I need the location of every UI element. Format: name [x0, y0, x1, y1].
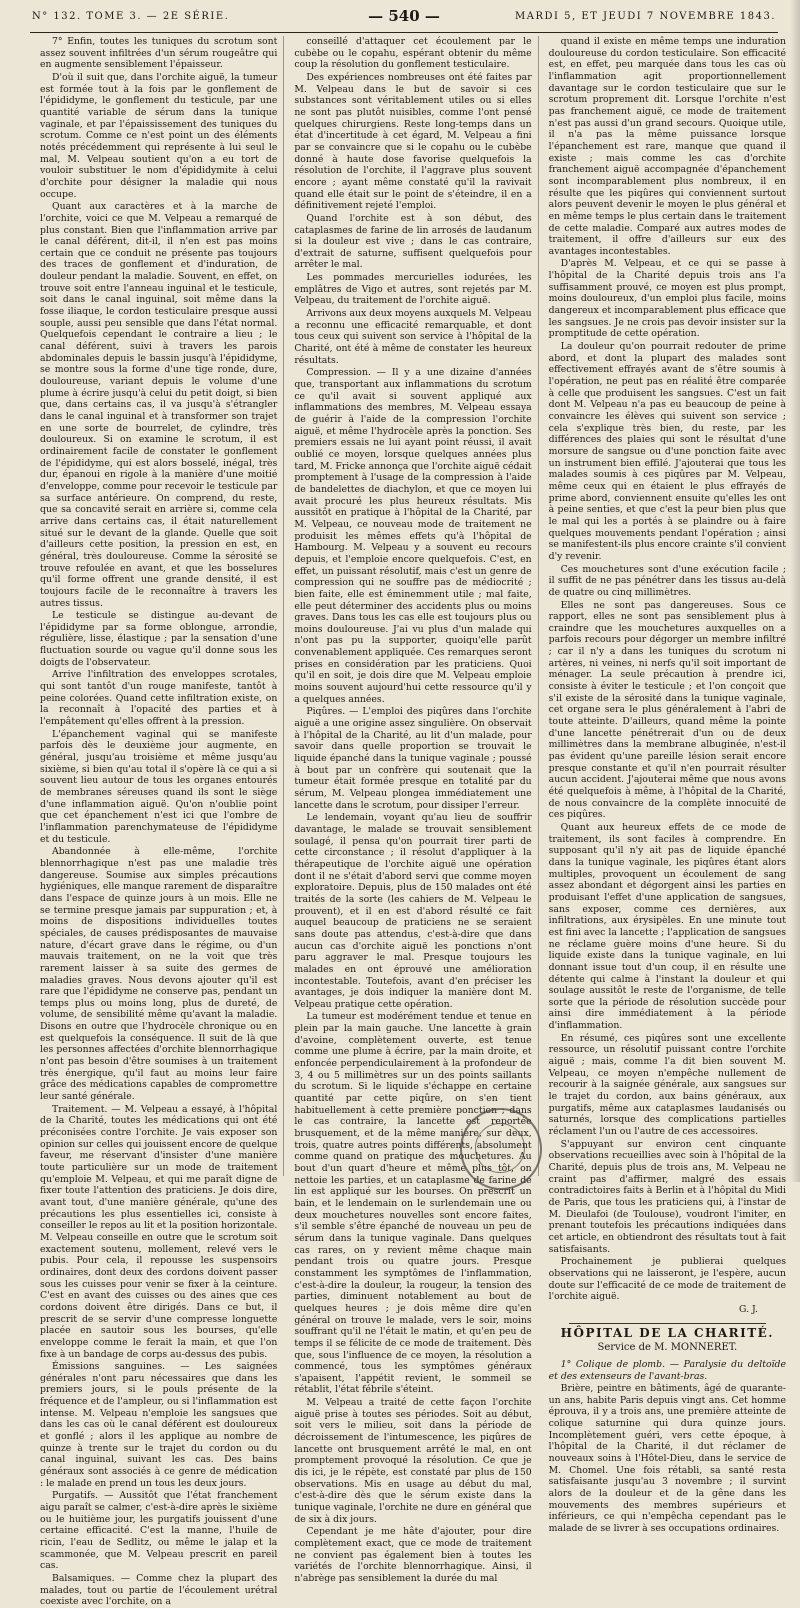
column-left	[40, 36, 284, 1608]
paragraph: Des expériences nombreuses ont été faites par M. Velpeau dans le but de savoir si ces substances sont véritablement utiles ou si elles ne sont pas plutôt nuisibles, comme l'ont pensé quelques chirurgiens. Reste long-temps dans un état d'incertitude à cet égard, M. Velpeau a fini par se convaincre que si le copahu ou le cubèbe donné à haute dose favorise quelquefois la résolution de l'orchite, il l'aggrave plus souvent encore ; ayant même constaté qu'il la ravivait quand elle était sur le point de s'éteindre, il en a définitivement rejeté l'emploi.	[294, 71, 532, 212]
paragraph: La tumeur est modérément tendue et tenue en plein par la main gauche. Une lancette à grain d'avoine, complètement ouverte, est tenue comme une plume à écrire, par la main droite, et enfoncée perpendiculairement à la profondeur de 3, 4 ou 5 millimètres sur un des points saillants du scrotum. Si le liquide s'échappe en certaine quantité par cette piqûre, on s'en tient habituellement à cette première ponction ; dans le cas contraire, la lancette est reportée brusquement, et de la même manière, sur deux, trois, quatre autres points différents, absolument comme quand on pratique des mouchetures. Au bout d'un quart d'heure et même plus tôt, on nettoie les parties, et un cataplasme de farine de lin est appliqué sur les bourses. On prescrit un bain, et le lendemain on le surlendemain une ou deux mouchetures nouvelles sont encore faites, s'il semble s'être épanché de nouveau un peu de sérum dans la tunique vaginale. Dans quelques cas rares, on y revient même chaque main pendant trois ou quatre jours. Presque constamment les symptômes de l'inflammation, c'est-à-dire la douleur, la rougeur, la tension des parties, diminuent notablement au bout de quelques heures ; je dois même dire qu'en général on trouve le malade, vers le soir, moins souffrant qu'il ne l'était le matin, et qu'en peu de temps il se félicite de ce mode de traitement. Dès que, sous l'influence de ce moyen, la résolution a commencé, tous les symptômes généraux s'apaisent, l'appétit revient, le sommeil se rétablit, l'état fébrile s'éteint.	[294, 1011, 532, 1396]
paragraph: M. Velpeau a traité de cette façon l'orchite aiguë prise à toutes ses périodes. Soit au début, soit vers le milieu, soit dans la période de décroissement de l'intumescence, les piqûres de lancette ont brusquement arrêté le mal, en ont promptement provoqué la résolution. Ce que je dis ici, je le répète, est constaté par plus de 150 observations. Mis en usage au début du mal, c'est-à-dire dès que le sérum existe dans la tunique vaginale, l'orchite ne dure en général que de six à dix jours.	[294, 1397, 532, 1525]
author-signature: G. J.	[739, 1303, 758, 1315]
columns	[40, 36, 786, 1608]
section-title: HÔPITAL DE LA CHARITÉ.	[560, 1325, 774, 1340]
library-stamp	[460, 1108, 542, 1190]
column-middle	[294, 36, 538, 1584]
paragraph: Purgatifs. — Aussitôt que l'état franchement aigu paraît se calmer, c'est-à-dire après le sixième ou le huitième jour, les purgatifs jouissent d'une certaine efficacité. C'est la manne, l'huile de ricin, l'eau de Sedlitz, ou même le jalap et la scammonée, que M. Velpeau prescrit en pareil cas.	[40, 1490, 278, 1572]
paragraph: Cependant je me hâte d'ajouter, pour dire complètement exact, que ce mode de traitement ne convient pas également bien à toutes les variétés de l'orchite blennorrhagique. Ainsi, il n'abrège pas sensiblement la durée du mal	[294, 1526, 532, 1584]
paragraph: Abandonnée à elle-même, l'orchite blennorrhagique n'est pas une maladie très dangereuse. Soumise aux simples précautions hygiéniques, elle manque rarement de disparaître dans l'espace de quinze jours à un mois. Elle ne se termine presque jamais par suppuration ; et, à moins de dispositions individuelles toutes spéciales, de causes prédisposantes de mauvaise nature, d'écart grave dans le régime, ou d'un mauvais traitement, on ne la voit que très rarement laisser à sa suite des germes de maladies graves. Nous devons ajouter qu'il est rare que l'épididyme ne conserve pas, pendant un temps plus ou moins long, plus de dureté, de volume, de sensibilité même qu'avant la maladie. Disons en outre que l'hydrocèle chronique ou en est quelquefois la conséquence. Il suit de là que les personnes affectées d'orchite blennorrhagique n'ont pas besoin d'être soumises à un traitement très énergique, qu'il faut au moins leur faire grâce des médications capables de compromettre leur santé générale.	[40, 846, 278, 1103]
issue-label: N° 132. TOME 3. — 2E SÉRIE.	[32, 11, 230, 22]
paragraph: S'appuyant sur environ cent cinquante observations recueillies avec soin à l'hôpital de la Charité, depuis plus de trois ans, M. Velpeau ne craint pas d'affirmer, malgré des essais contradictoires faits à Berlin et à l'hôpital du Midi de Paris, que tous les praticiens qui, à l'instar de M. Dieulafoi (de Toulouse), voudront l'imiter, en prenant toutefois les précautions indiquées dans cet article, en obtiendront des résultats tout à fait satisfaisants.	[548, 1138, 786, 1255]
paragraph: Piqûres. — L'emploi des piqûres dans l'orchite aiguë a une origine assez singulière. On observait à l'hôpital de la Charité, au lit d'un malade, pour savoir dans quelle proportion se trouvait le liquide épanché dans la tunique vaginale ; poussé à bout par un confrère qui soutenait que la tumeur était formée presque en totalité par du sérum, M. Velpeau plongea immédiatement une lancette dans le scrotum, pour dissiper l'erreur.	[294, 706, 532, 811]
issue-date: MARDI 5, ET JEUDI 7 NOVEMBRE 1843.	[515, 11, 776, 22]
paragraph: Prochainement je publierai quelques observations qui ne laisseront, je l'espère, aucun doute sur l'efficacité de ce mode de traitement de l'orchite aiguë.	[548, 1256, 786, 1303]
paragraph: Quant aux heureux effets de ce mode de traitement, ils sont faciles à comprendre. En supposant qu'il n'y ait pas de liquide épanché dans la tunique vaginale, les piqûres étant alors multiples, provoquent un écoulement de sang assez abondant et dégorgent ainsi les parties en produisant l'effet d'une application de sangsues, sans exposer, comme ces dernières, aux infiltrations, aux érysipèles. En une minute tout est fini avec la lancette ; l'application de sangsues ne réclame guère moins d'une heure. Si du liquide existe dans la tunique vaginale, en lui donnant issue tout d'un coup, il en résulte une détente qui calme à l'instant la douleur et qui soulage aussitôt le reste de l'organisme, de telle sorte que la période de résolution succède pour ainsi dire immédiatement à la période d'inflammation.	[548, 821, 786, 1032]
paragraph: conseillé d'attaquer cet écoulement par le cubèbe ou le copahu, espérant obtenir du même coup la résolution du gonflement testiculaire.	[294, 36, 532, 71]
paragraph: Arrive l'infiltration des enveloppes scrotales, qui sont tantôt d'un rouge manifeste, tantôt à peine colorées. Quand cette infiltration existe, on la reconnaît à l'opacité des parties et à l'empâtement qu'elles offrent à la pression.	[40, 669, 278, 728]
paragraph: Balsamiques. — Comme chez la plupart des malades, tout ou partie de l'écoulement urétral coexiste avec l'orchite, on a	[40, 1572, 278, 1608]
paragraph: La douleur qu'on pourrait redouter de prime abord, et dont la plupart des malades sont effectivement effrayés avant de s'être soumis à l'opération, ne peut pas en réalité être comparée à celle que produisent les sangsues. C'est un fait dont M. Velpeau n'a pas eu beaucoup de peine à convaincre les élèves qui suivent son service ; cela s'explique très bien, du reste, par les différences des plaies qui sont le résultat d'une morsure de sangsue ou d'une ponction faite avec un instrument bien effilé. J'ajouterai que tous les malades soumis à ces piqûres par M. Velpeau, même ceux qui en étaient le plus effrayés de prime abord, conviennent ensuite qu'elles les ont à peine senties, et que c'est la peur bien plus que le mal qui les a portés à se plaindre ou à faire quelques mouvements pendant l'opération ; ainsi se manifestent-ils plus encore crainte s'il convient d'y revenir.	[548, 341, 786, 562]
case-paragraph: Brière, peintre en bâtiments, âgé de quarante-un ans, habite Paris depuis vingt ans. Cet homme éprouva, il y a trois ans, une première atteinte de colique saturnine qui dura quinze jours. Incomplètement guéri, vers cette époque, à l'hôpital de la Charité, il dut réclamer de nouveaux soins à l'Hôtel-Dieu, dans le service de M. Chomel. Une fois rétabli, sa santé resta satisfaisante jusqu'au 3 novembre ; il survint alors de la douleur et de la gêne dans les mouvements des membres supérieurs et inférieurs, ce qui n'empêcha cependant pas le malade de se livrer à ses occupations ordinaires.	[548, 1383, 786, 1535]
paragraph: Le lendemain, voyant qu'au lieu de souffrir davantage, le malade se trouvait sensiblement soulagé, il pensa qu'on pourrait tirer parti de cette circonstance ; il résolut d'appliquer à la thérapeutique de l'orchite aiguë une opération dont il ne s'était d'abord servi que comme moyen exploratoire. Depuis, plus de 150 malades ont été traités de la sorte (les cahiers de M. Velpeau le prouvent), et il en est d'abord résulté ce fait auquel beaucoup de praticiens ne se seraient sans doute pas attendus, c'est-à-dire que dans aucun cas d'orchite aiguë les ponctions n'ont paru aggraver le mal. Presque toujours les malades en ont éprouvé une amélioration incontestable. Toutefois, avant d'en préciser les avantages, je dois indiquer la manière dont M. Velpeau pratique cette opération.	[294, 812, 532, 1010]
paragraph: L'épanchement vaginal qui se manifeste parfois dès le deuxième jour augmente, en général, jusqu'au troisième et même jusqu'au sixième, si bien qu'au total il s'opère là ce qui a si souvent lieu autour de tous les organes entourés de membranes séreuses quand ils sont le siège d'une inflammation aiguë. Qu'on n'oublie point que cet épanchement n'est ici que l'ombre de l'inflammation parenchymateuse de l'épididyme et du testicule.	[40, 728, 278, 845]
section-divider	[569, 1323, 766, 1324]
paragraph: D'après M. Velpeau, et ce qui se passe à l'hôpital de la Charité depuis trois ans l'a suffisamment prouvé, ce moyen est plus prompt, moins douloureux, d'un emploi plus facile, moins dangereux et incomparablement plus efficace que les sangsues. Je ne crois pas devoir insister sur la promptitude de cette opération.	[548, 258, 786, 340]
paragraph: 7° Enfin, toutes les tuniques du scrotum sont assez souvent infiltrées d'un sérum rougeâtre qui en augmente sensiblement l'épaisseur.	[40, 36, 278, 71]
paragraph: En résumé, ces piqûres sont une excellente ressource, un résolutif puissant contre l'orchite aiguë ; mais, comme l'a dit bien souvent M. Velpeau, ce moyen n'empêche nullement de recourir à la saignée générale, aux sangsues sur le trajet du cordon, aux bains généraux, aux purgatifs, même aux cataplasmes laudanisés ou saturnés, lorsque des complications partielles réclament l'un ou l'autre de ces accessoires.	[548, 1032, 786, 1138]
library-stamp-inner-ring	[475, 1123, 525, 1173]
paragraph: Compression. — Il y a une dizaine d'années que, transportant aux inflammations du scrotum ce qu'il avait si souvent appliqué aux inflammations des membres, M. Velpeau essaya de guérir à l'aide de la compression l'orchite aiguë, et même l'hydrocèle après la ponction. Ses premiers essais ne lui ayant point réussi, il avait oublié ce moyen, lorsque quelques années plus tard, M. Fricke annonça que l'orchite aiguë cédait promptement à l'usage de la compression à l'aide de bandelettes de diachylon, et que ce moyen lui avait procuré les plus heureux résultats. Mis aussitôt en pratique à l'hôpital de la Charité, par M. Velpeau, ce nouveau mode de traitement ne produisit les mêmes effets qu'à l'hôpital de Hambourg. M. Velpeau y a souvent eu recours depuis, et l'emploie encore quelquefois. C'est, en effet, un puissant résolutif, mais c'est un genre de compression qui ne souffre pas de médiocrité ; bien faite, elle est éminemment utile ; mal faite, elle peut déterminer des accidents plus ou moins graves. Dans tous les cas elle est toujours plus ou moins douloureuse. J'ai vu plus d'un malade qui n'ont pas pu la supporter, quoiqu'elle parût convenablement appliquée. Ces remarques seront prises en considération par les praticiens. Quoi qu'il en soit, je dois dire que M. Velpeau emploie moins souvent aujourd'hui cette ressource qu'il y a quelques années.	[294, 367, 532, 705]
paragraph: Ces mouchetures sont d'une exécution facile ; il suffit de ne pas pénétrer dans les tissus au-delà de quatre ou cinq millimètres.	[548, 563, 786, 598]
paragraph: Émissions sanguines. — Les saignées générales n'ont paru nécessaires que dans les premiers jours, si le pouls présente de la fréquence et de l'ampleur, ou si l'inflammation est intense. M. Velpeau n'emploie les sangsues que dans les cas où le canal déférent est douloureux et gonflé ; alors il les applique au nombre de quinze à trente sur le trajet du cordon ou du canal inguinal, suivant les cas. Des bains généraux sont associés à ce genre de médication : le malade en prend un tous les deux jours.	[40, 1361, 278, 1489]
page-number: — 540 —	[368, 7, 440, 25]
section-subtitle: Service de M. MONNERET.	[597, 1342, 738, 1354]
paragraph: Quant aux caractères et à la marche de l'orchite, voici ce que M. Velpeau a remarqué de plus constant. Bien que l'inflammation arrive par le canal déférent, dit-il, il n'en est pas moins certain que ce conduit ne présente pas toujours des traces de gonflement et d'induration, de douleur pendant la maladie. Souvent, en effet, on trouve soit entre l'anneau inguinal et le testicule, soit dans le canal inguinal, soit même dans la fosse iliaque, le cordon testiculaire presque aussi souple, aussi peu sensible que dans l'état normal. Quelquefois cependant le contraire a lieu ; le canal déférent, suivi à travers les parois abdominales depuis le bassin jusqu'à l'épididyme, se montre sous la forme d'une tige ronde, dure, douloureuse, variant depuis le volume d'une plume à écrire jusqu'à celui du petit doigt, si bien que, dans certains cas, il va jusqu'à s'étrangler dans le canal inguinal et à transformer son trajet en une sorte de bourrelet, de cylindre, très douloureux. Si on examine le scrotum, il est ordinairement facile de constater le gonflement de l'épididyme, qui est alors bosselé, inégal, très dur, épanoui en rigole à la manière d'une moitié d'enveloppe, comme pour recevoir le testicule par sa surface antérieure. On comprend, du reste, que sa concavité serait en arrière si, comme cela arrive dans certains cas, il était naturellement situé sur le devant de la glande. Quelle que soit d'ailleurs cette position, la pression en est, en général, très douloureuse. Comme la sérosité se trouve refoulée en avant, et que les bosselures qu'il forme offrent une grande densité, il est toujours facile de le reconnaître à travers les autres tissus.	[40, 201, 278, 609]
paragraph: Elles ne sont pas dangereuses. Sous ce rapport, elles ne sont pas sensiblement plus à craindre que les mouchetures auxquelles on a parfois recours pour dégorger un membre infiltré ; car il n'y a dans les tuniques du scrotum ni artères, ni veines, ni nerfs qu'il soit important de ménager. La seule précaution à prendre ici, consiste à éviter le testicule ; et l'on conçoit que s'il existe de la sérosité dans la tunique vaginale, cet organe sera le plus généralement à l'abri de toute atteinte. D'ailleurs, quand même la pointe d'une lancette pénétrerait d'un ou de deux millimètres dans la membrane albuginée, n'est-il pas évident qu'une pareille lésion serait encore presque constante et qu'il n'en pourrait résulter aucun accident. J'ajouterai même que nous avons été quelquefois à même, à l'hôpital de la Charité, de nous convaincre de la complète innocuité de ces piqûres.	[548, 599, 786, 821]
paragraph: D'où il suit que, dans l'orchite aiguë, la tumeur est formée tout à la fois par le gonflement de l'épididyme, le gonflement du testicule, par une quantité variable de sérum dans la tunique vaginale, et par l'épaississement des tuniques du scrotum. Comme ce n'est point un des éléments notés précédemment qui représente à lui seul le mal, M. Velpeau soutient qu'on a eu tort de vouloir substituer le nom d'épididymite à celui d'orchite pour désigner la maladie qui nous occupe.	[40, 71, 278, 200]
paragraph: Le testicule se distingue au-devant de l'épididyme par sa forme oblongue, arrondie, régulière, lisse, élastique ; par la sensation d'une fluctuation sourde ou vague qu'il donne sous les doigts de l'observateur.	[40, 610, 278, 668]
paragraph: quand il existe en même temps une induration douloureuse du cordon testiculaire. Son efficacité est, en effet, peu marquée dans tous les cas où l'inflammation agit proportionnellement davantage sur le cordon testiculaire que sur le scrotum proprement dit. Lorsque l'orchite n'est pas franchement aiguë, ce mode de traitement n'est pas aussi d'un grand secours. Quoique utile, il n'a pas la même puissance lorsque l'épanchement est rare, manque que quand il existe ; mais comme les cas d'orchite franchement aiguë accompagnée d'épanchement sont incomparablement plus nombreux, il en résulte que les piqûres qui conviennent surtout alors peuvent devenir le moyen le plus général et en même temps le plus certain dans le traitement de cette maladie. Comparé aux autres modes de traitement, il offre d'ailleurs sur eux des avantages incontestables.	[548, 36, 786, 257]
case-title: 1° Colique de plomb. — Paralysie du deltoïde et des extenseurs de l'avant-bras.	[548, 1358, 786, 1382]
article-continuation	[549, 36, 786, 1303]
paragraph: Traitement. — M. Velpeau a essayé, à l'hôpital de la Charité, toutes les médications qui ont été préconisées contre l'orchite. Je vais exposer son opinion sur celles qui jouissent encore de quelque faveur, me réservant d'insister d'une manière toute particulière sur un mode de traitement qu'emploie M. Velpeau, et qui me paraît digne de fixer toute l'attention des praticiens. Je dois dire, avant tout, d'une manière générale, qu'une des précautions les plus essentielles ici, consiste à conseiller le repos au lit et la position horizontale. M. Velpeau conseille en outre que le scrotum soit exactement soutenu, mollement, relevé vers le pubis. Pour cela, il repousse les suspensoirs ordinaires, dont deux des cordons doivent passer sous les cuisses pour venir se fixer à la ceinture. C'est en avant des cuisses ou des aines que ces cordons doivent être dirigés. Dans ce but, il prescrit de se servir d'une compresse longuette placée en sautoir sous les bourses, qu'elle enveloppe comme le ferait la main, et que l'on fixe à un bandage de corps au-dessus des pubis.	[40, 1103, 278, 1360]
paragraph: Les pommades mercurielles iodurées, les emplâtres de Vigo et autres, sont rejetés par M. Velpeau, du traitement de l'orchite aiguë.	[294, 272, 532, 307]
paragraph: Arrivons aux deux moyens auxquels M. Velpeau a reconnu une efficacité remarquable, et dont tous ceux qui suivent son service à l'hôpital de la Charité, ont été à même de constater les heureux résultats.	[294, 308, 532, 366]
column-right	[548, 36, 786, 1535]
page-header	[30, 6, 778, 33]
paragraph: Quand l'orchite est à son début, des cataplasmes de farine de lin arrosés de laudanum si la douleur est vive ; dans le cas contraire, d'extrait de saturne, suffisent quelquefois pour arrêter le mal.	[294, 212, 532, 271]
page-edge-shadow	[790, 0, 800, 1182]
